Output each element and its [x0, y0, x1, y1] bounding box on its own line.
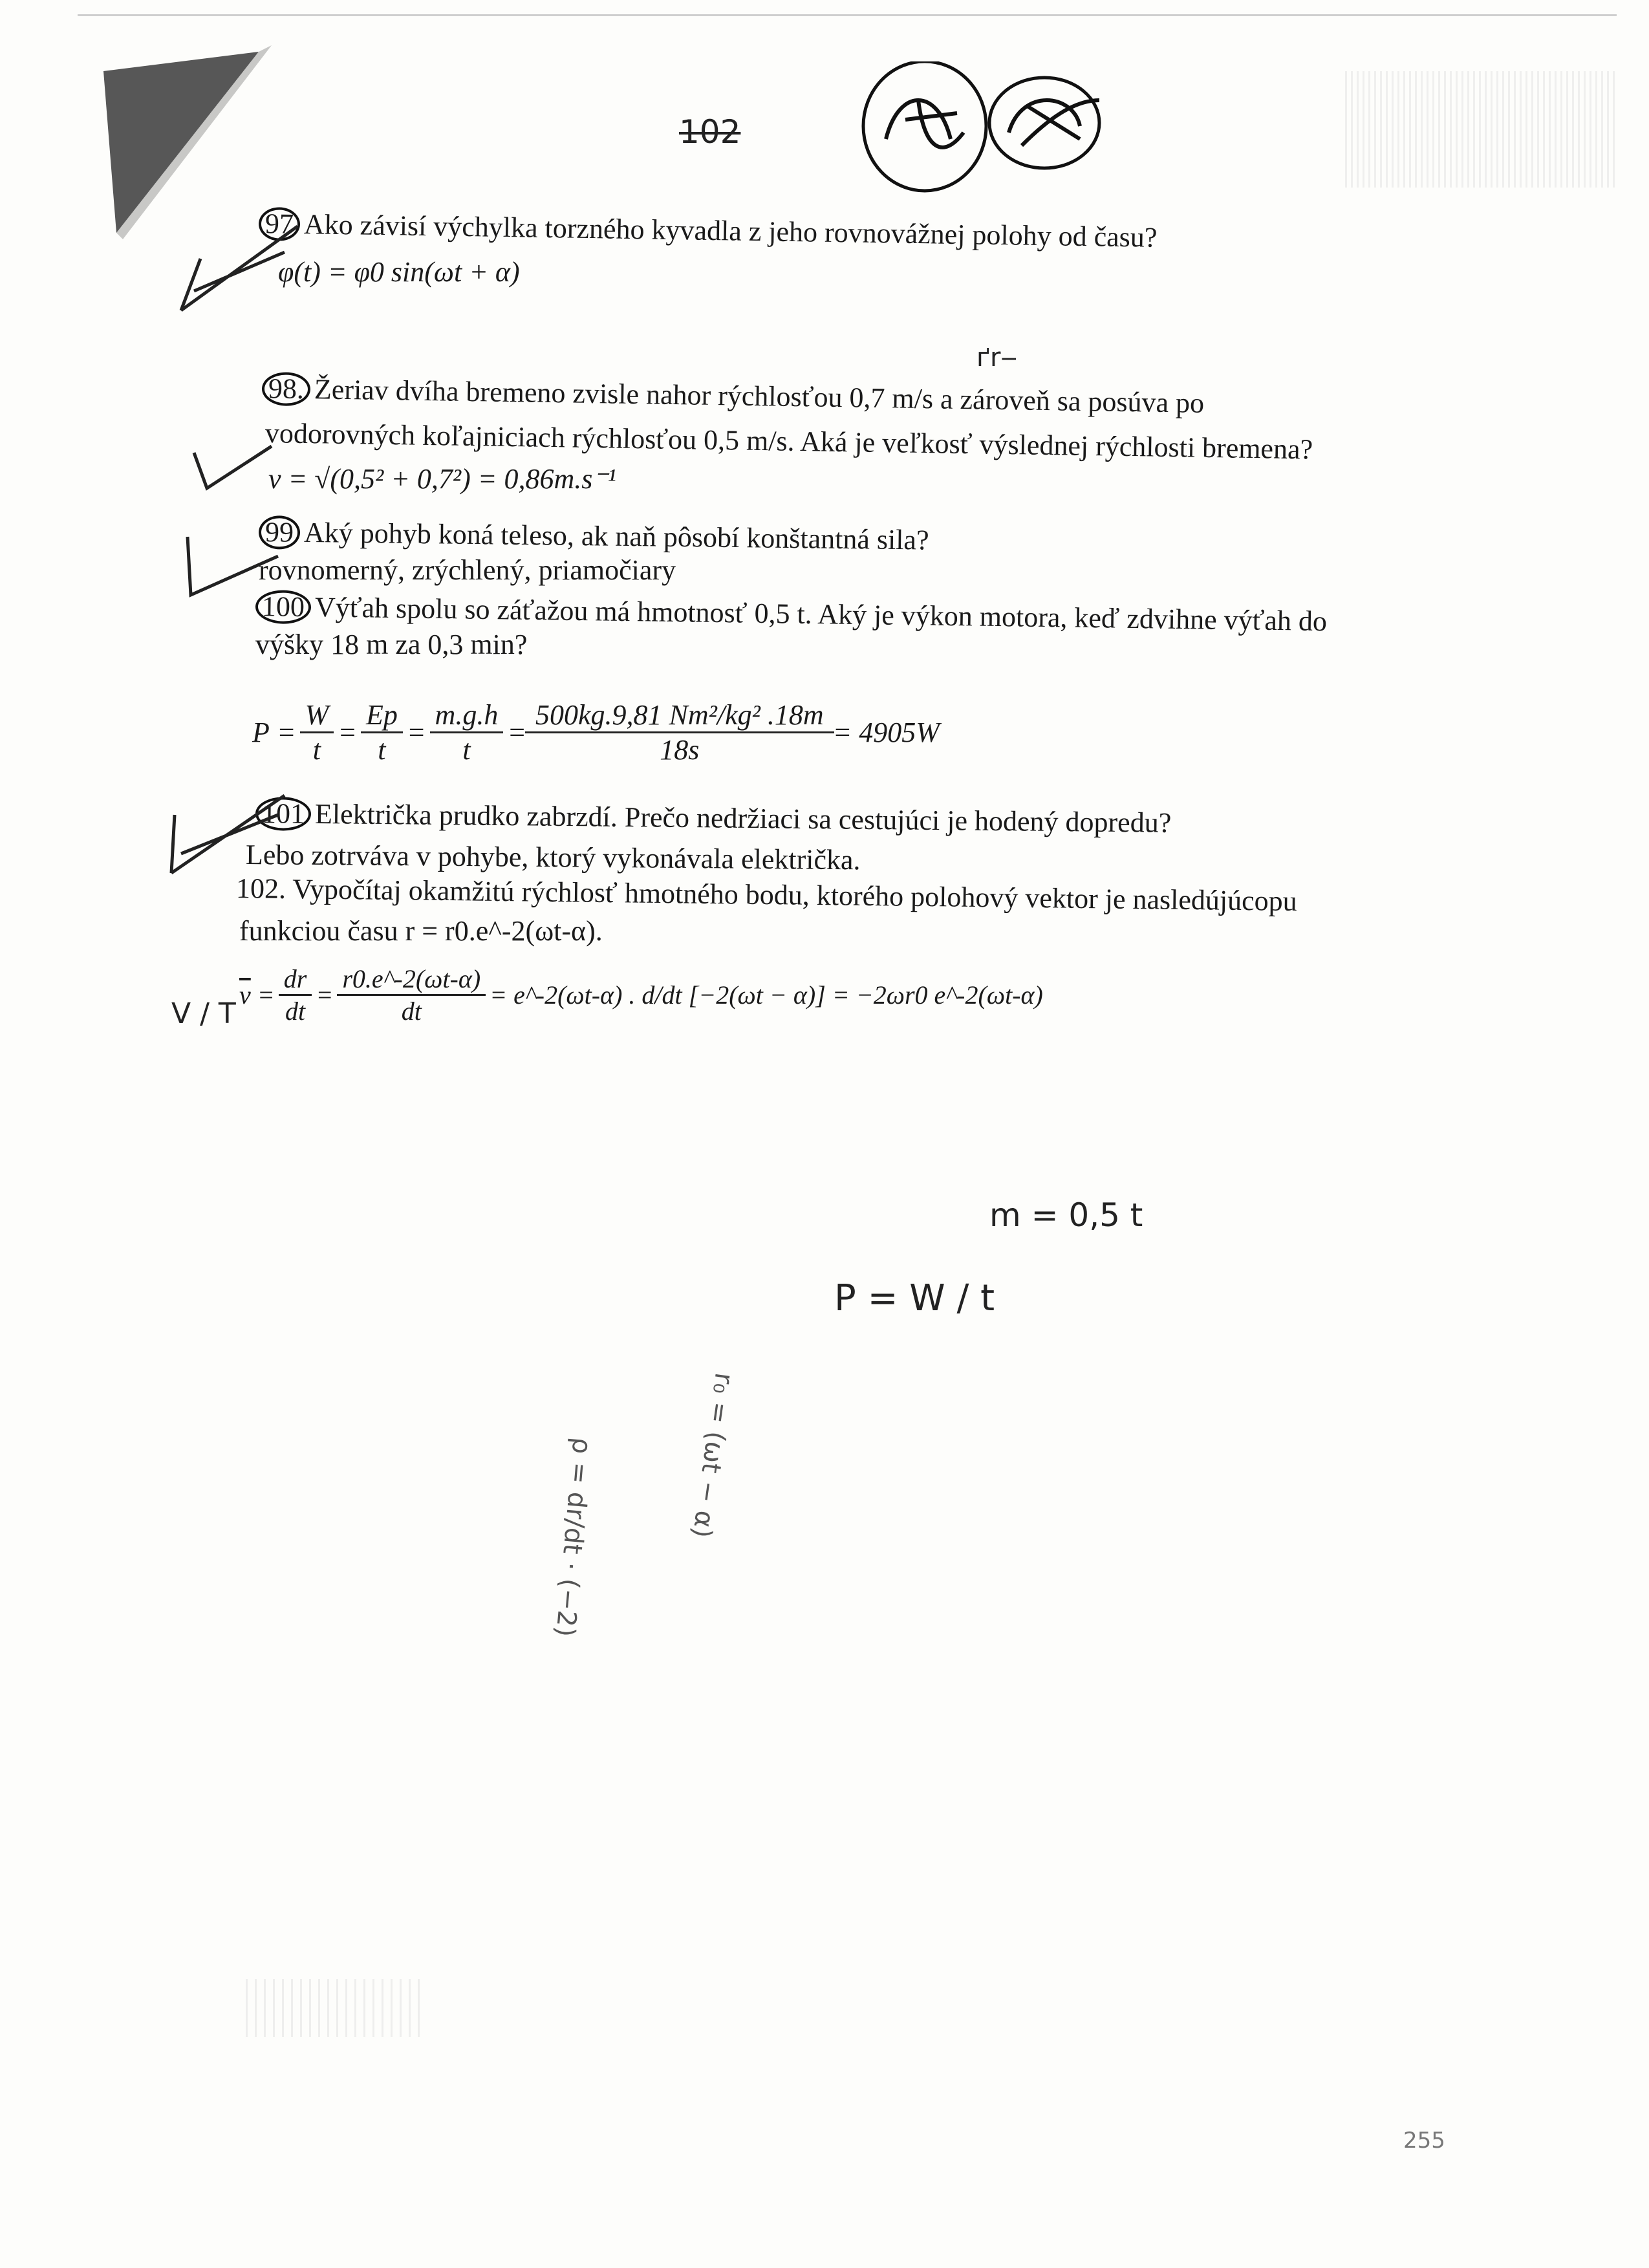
question-99-text: Aký pohyb koná teleso, ak naň pôsobí konštantná sila?	[303, 516, 929, 556]
question-number-100: 100	[255, 590, 312, 624]
question-101-line-2: Lebo zotrváva v pohybe, ktorý vykonávala električka.	[245, 839, 861, 876]
formula-100: P = $\frac{W}{t}$ = $\frac{Ep}{t}$ = $\frac{m.g.h}{t}$ = $\frac{\text{500kg.9,81 Nm²/kg² .18m}}{18s}$ = 4905W	[252, 699, 940, 766]
scan-noise	[1345, 71, 1617, 188]
checkmark-101	[162, 783, 291, 880]
score-marks	[860, 61, 1145, 204]
answer-97: φ(t) = φ0 sin(ωt + α)	[278, 256, 520, 288]
question-98-line-2: vodorovných koľajniciach rýchlosťou 0,5 m/s. Aká je veľkosť výslednej rýchlosti bremena?	[264, 417, 1313, 466]
fraction-numeric: $\frac{\text{500kg.9,81 Nm²/kg² .18m}}{18s}$	[530, 698, 829, 766]
question-102-line-1	[236, 874, 1297, 916]
question-101-text-1: Električka prudko zabrzdí. Prečo nedržiaci sa cestujúci je hodený dopredu?	[314, 797, 1172, 839]
answer-99: rovnomerný, zrýchlený, priamočiary	[259, 554, 676, 586]
handwritten-power-note: P = W / t	[834, 1277, 995, 1319]
question-number-101: 101	[255, 797, 312, 831]
question-102-text-1: Vypočítaj okamžitú rýchlosť hmotného bodu, ktorého polohový vektor je nasledújúcopu	[292, 873, 1298, 918]
scan-edge-line	[78, 14, 1617, 16]
fraction-ep-t: $\frac{Ep}{t}$	[361, 698, 403, 766]
question-102-line-2: funkciou času r = r0.e^-2(ωt-α).	[239, 915, 603, 947]
fraction-w-t: $\frac{W}{t}$	[300, 698, 334, 766]
question-number-97: 97	[259, 207, 301, 241]
formula-102-lhs: $\overline{v}$	[239, 980, 251, 1010]
fraction-r0e-dt: $\frac{r0.e\^{}-2(\omega t-\alpha)}{dt}$	[337, 964, 486, 1026]
question-98-text-1: Žeriav dvíha bremeno zvisle nahor rýchlosťou 0,7 m/s a zároveň sa posúva po	[314, 373, 1205, 419]
faint-scribble-2: r₀ = (ωt − α)	[686, 1370, 739, 1540]
question-number-99: 99	[259, 515, 301, 550]
question-100-text-1: Výťah spolu so záťažou má hmotnosť 0,5 t. Aký je výkon motora, keď zdvihne výťah do	[314, 591, 1328, 638]
question-97-text: Ako závisí výchylka torzného kyvadla z jeho rovnovážnej polohy od času?	[303, 208, 1158, 254]
page-number: 255	[1403, 2128, 1445, 2154]
formula-100-lhs: P	[252, 717, 270, 748]
fraction-mgh-t: $\frac{m.g.h}{t}$	[430, 698, 504, 766]
crossed-number: 102	[679, 113, 741, 151]
handwritten-mass-note: m = 0,5 t	[989, 1196, 1143, 1234]
question-99	[259, 515, 929, 557]
scan-corner-shadow	[103, 45, 272, 239]
question-97	[259, 207, 1158, 255]
question-number-98: 98.	[262, 372, 311, 406]
handwritten-scribble: ґr‒	[976, 343, 1017, 373]
question-number-102: 102.	[235, 872, 286, 905]
margin-mark: V / T	[171, 997, 236, 1030]
checkmark-98	[188, 427, 278, 498]
checkmark-97	[175, 213, 304, 323]
question-101-line-1	[255, 797, 1172, 840]
faint-scribble-1: ρ = dr/dt · (−2)	[550, 1436, 597, 1638]
scan-noise-bottom	[246, 1979, 427, 2037]
question-98-line-1	[262, 372, 1205, 420]
answer-98: v = √(0,5² + 0,7²) = 0,86m.s⁻¹	[268, 463, 616, 495]
question-100-line-2: výšky 18 m za 0,3 min?	[255, 629, 528, 660]
formula-100-result: = 4905W	[832, 717, 940, 748]
fraction-dr-dt: $\frac{dr}{dt}$	[279, 964, 312, 1026]
formula-102: $\overline{v}$ = $\frac{dr}{dt}$ = $\frac{r0.e\^{}-2(\omega t-\alpha)}{dt}$ = e^-2(ωt-α) . d/dt [−2(ωt − α)] = −2ωr0 e^-2(ωt-α)	[239, 964, 1043, 1026]
formula-102-rest: = e^-2(ωt-α) . d/dt [−2(ωt − α)] = −2ωr0 e^-2(ωt-α)	[490, 980, 1043, 1010]
